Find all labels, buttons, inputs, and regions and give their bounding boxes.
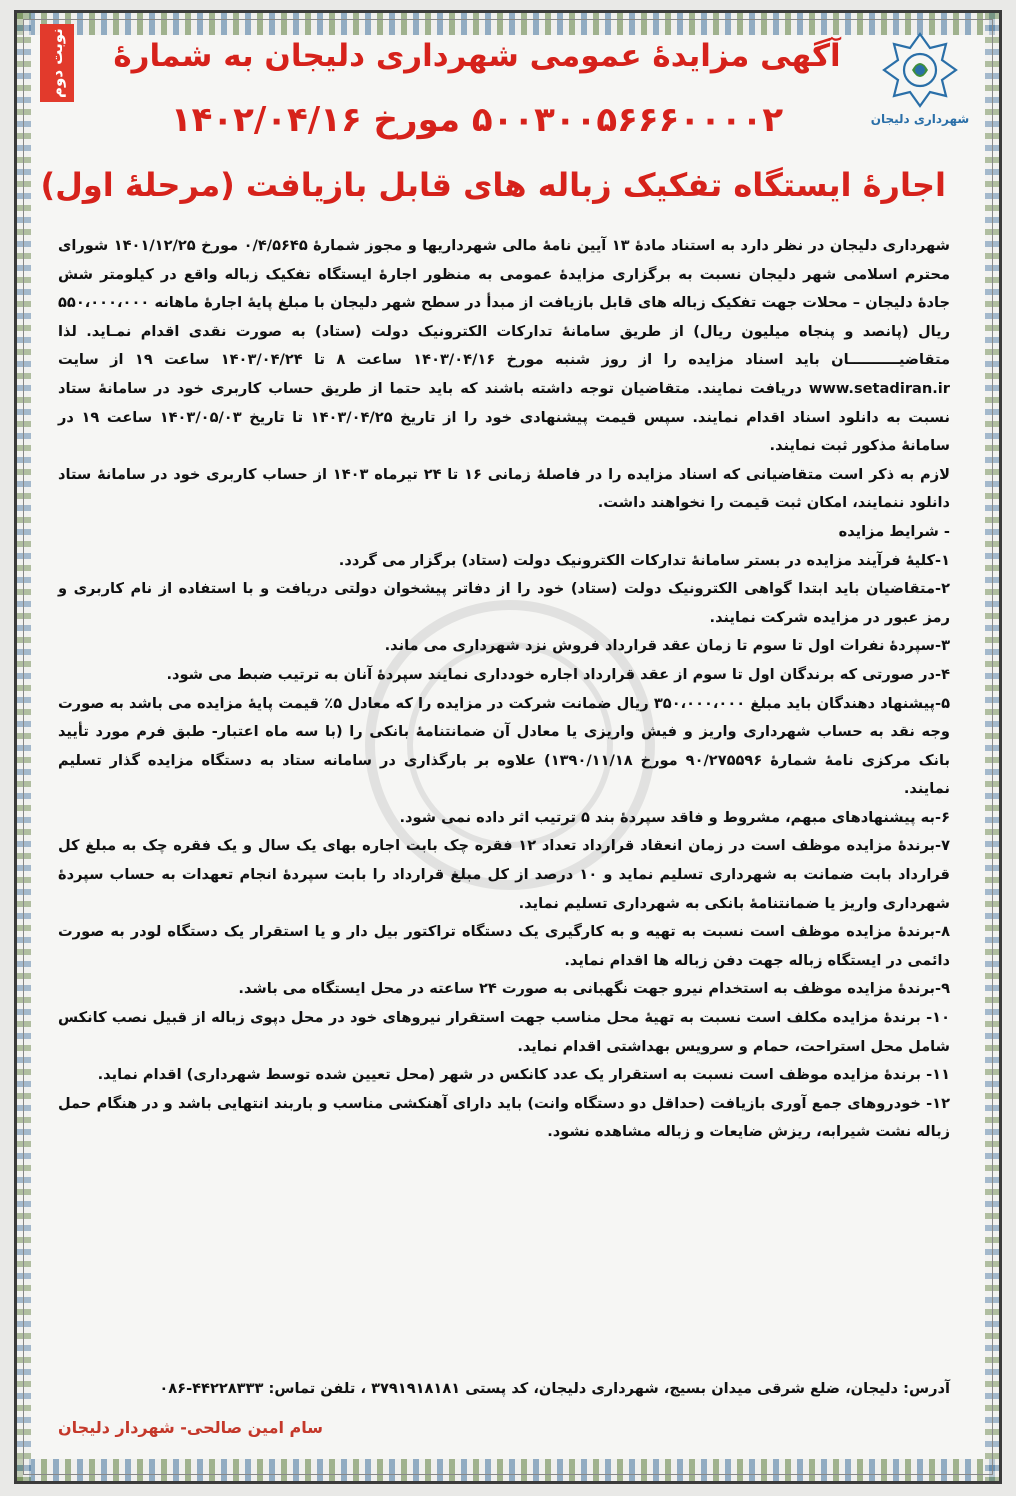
condition-item: ۱-کلیۀ فرآیند مزایده در بستر سامانۀ تدارکات الکترونیک دولت (ستاد) برگزار می گردد.	[338, 551, 950, 569]
notice-title: آگهی مزایدۀ عمومی شهرداری دلیجان به شمارۀ	[113, 38, 841, 74]
notice-subject: اجارۀ ایستگاه تفکیک زباله های قابل بازیافت (مرحلۀ اول)	[40, 166, 946, 204]
condition-item: ۸-برندۀ مزایده موظف است نسبت به تهیه و به کارگیری یک دستگاه تراکتور بیل دار و یا استقرار یک دستگاه لودر به صورت دائمی در ایستگاه زباله جهت دفن زباله ها اقدام نماید.	[58, 923, 950, 969]
condition-item: ۳-سپردۀ نفرات اول تا سوم تا زمان عقد قرارداد فروش نزد شهرداری می ماند.	[384, 637, 950, 655]
municipality-logo	[860, 30, 980, 140]
condition-item: ۴-در صورتی که برندگان اول تا سوم از عقد قرارداد اجاره خودداری نمایند سپردۀ آنان به ترتیب ضبط می شود.	[166, 665, 950, 683]
condition-item: ۱۱- برندۀ مزایده موظف است نسبت به استقرار یک عدد کانکس در شهر (محل تعیین شده توسط شهرداری) اقدام نماید.	[97, 1066, 950, 1084]
municipality-logo-icon	[878, 30, 962, 110]
notice-number-date: ۵۰۰۳۰۰۵۶۶۶۰۰۰۰۲ مورخ ۱۴۰۲/۰۴/۱۶	[170, 100, 784, 140]
condition-item: ۶-به پیشنهادهای مبهم، مشروط و فاقد سپردۀ بند ۵ ترتیب اثر داده نمی شود.	[399, 808, 950, 826]
condition-item: ۵-پیشنهاد دهندگان باید مبلغ ۳۵۰،۰۰۰،۰۰۰ ریال ضمانت شرکت در مزایده را که معادل ۵٪ قیمت پایۀ مزایده می باشد به صورت وجه نقد به حساب شهرداری واریز و فیش واریزی یا معادل آن ضمانتنامۀ بانکی را (با سه ماه اعتبار- طبق فرم مورد تأیید بانک مرکزی نامۀ شمارۀ ۹۰/۲۷۵۵۹۶ مورخ ۱۳۹۰/۱۱/۱۸) علاوه بر بارگذاری در سامانه ستاد به دستگاه مزایده گذار تسلیم نمایند.	[58, 694, 951, 798]
logo-caption: شهرداری دلیجان	[870, 112, 970, 126]
round-badge: نوبت دوم	[40, 24, 74, 102]
condition-item: ۱۰- برندۀ مزایده مکلف است نسبت به تهیۀ محل مناسب جهت استقرار نیروهای خود در محل دپوی زباله از قبیل نصب کانکس شامل محل استراحت، حمام و سرویس بهداشتی اقدام نماید.	[58, 1009, 950, 1055]
notice-body	[58, 232, 950, 1147]
note-paragraph: لازم به ذکر است متقاضیانی که اسناد مزایده را در فاصلۀ زمانی ۱۶ تا ۲۴ تیرماه ۱۴۰۳ از حساب کاربری خود در سامانۀ ستاد دانلود ننمایند، امکان ثبت قیمت را نخواهند داشت.	[58, 465, 951, 512]
conditions-heading: - شرایط مزایده	[838, 522, 950, 540]
intro-paragraph: شهرداری دلیجان در نظر دارد به استناد مادۀ ۱۳ آیین نامۀ مالی شهرداریها و مجوز شمارۀ ۰/۴/۵۶۴۵ مورخ ۱۴۰۱/۱۲/۲۵ شورای محترم اسلامی شهر دلیجان نسبت به برگزاری مزایدۀ عمومی به منظور اجارۀ ایستگاه تفکیک زباله واقع در کیلومتر شش جادۀ دلیجان – محلات جهت تفکیک زباله های قابل بازیافت از مبدأ در سطح شهر دلیجان با مبلغ پایۀ اجارۀ ماهانه ۵۵۰،۰۰۰،۰۰۰ ریال (پانصد و پنجاه میلیون ریال) از طریق سامانۀ تدارکات الکترونیک دولت (ستاد) به صورت نقدی اقدام نمـاید. لذا متقاضیــــــــــان باید اسناد مزایده را از روز شنبه مورخ ۱۴۰۳/۰۴/۱۶ ساعت ۸ تا ۱۴۰۳/۰۴/۲۴ ساعت ۱۹ از سایت www.setadiran.ir دریافت نمایند. متقاضیان توجه داشته باشند که باید حتما از طریق حساب کاربری خود در سامانۀ ستاد نسبت به دانلود اسناد اقدام نمایند. سپس قیمت پیشنهادی خود را از تاریخ ۱۴۰۳/۰۴/۲۵ تا تاریخ ۱۴۰۳/۰۵/۰۳ ساعت ۱۹ در سامانۀ مذکور ثبت نمایند.	[58, 237, 950, 455]
condition-item: ۹-برندۀ مزایده موظف به استخدام نیرو جهت نگهبانی به صورت ۲۴ ساعته در محل ایستگاه می باشد.	[238, 980, 950, 998]
mayor-signature: سام امین صالحی- شهردار دلیجان	[58, 1418, 324, 1437]
condition-item: ۱۲- خودروهای جمع آوری بازیافت (حداقل دو دستگاه وانت) باید دارای آهنکشی مناسب و باربند انتهایی باشد و در هنگام حمل زباله نشت شیرابه، ریزش ضایعات و زباله مشاهده نشود.	[58, 1094, 950, 1141]
condition-item: ۷-برندۀ مزایده موظف است در زمان انعقاد قرارداد تعداد ۱۲ فقره چک بابت اجاره بهای یک سال و یک فقره چک به مبلغ کل قرارداد بابت ضمانت به شهرداری تسلیم نماید و ۱۰ درصد از کل مبلغ قرارداد را بابت سپردۀ انجام تعهدات به حساب سپردۀ شهرداری واریز یا ضمانتنامۀ بانکی به شهرداری تسلیم نماید.	[58, 837, 951, 912]
condition-item: ۲-متقاضیان باید ابتدا گواهی الکترونیک دولت (ستاد) خود را از دفاتر پیشخوان دولتی دریافت و با استفاده از نام کاربری و رمز عبور در مزایده شرکت نمایند.	[58, 580, 950, 626]
contact-address: آدرس: دلیجان، ضلع شرقی میدان بسیج، شهرداری دلیجان، کد پستی ۳۷۹۱۹۱۸۱۸۱ ، تلفن تماس: ۴۴۲۲۸۳۳۳-۰۸۶	[159, 1380, 950, 1397]
